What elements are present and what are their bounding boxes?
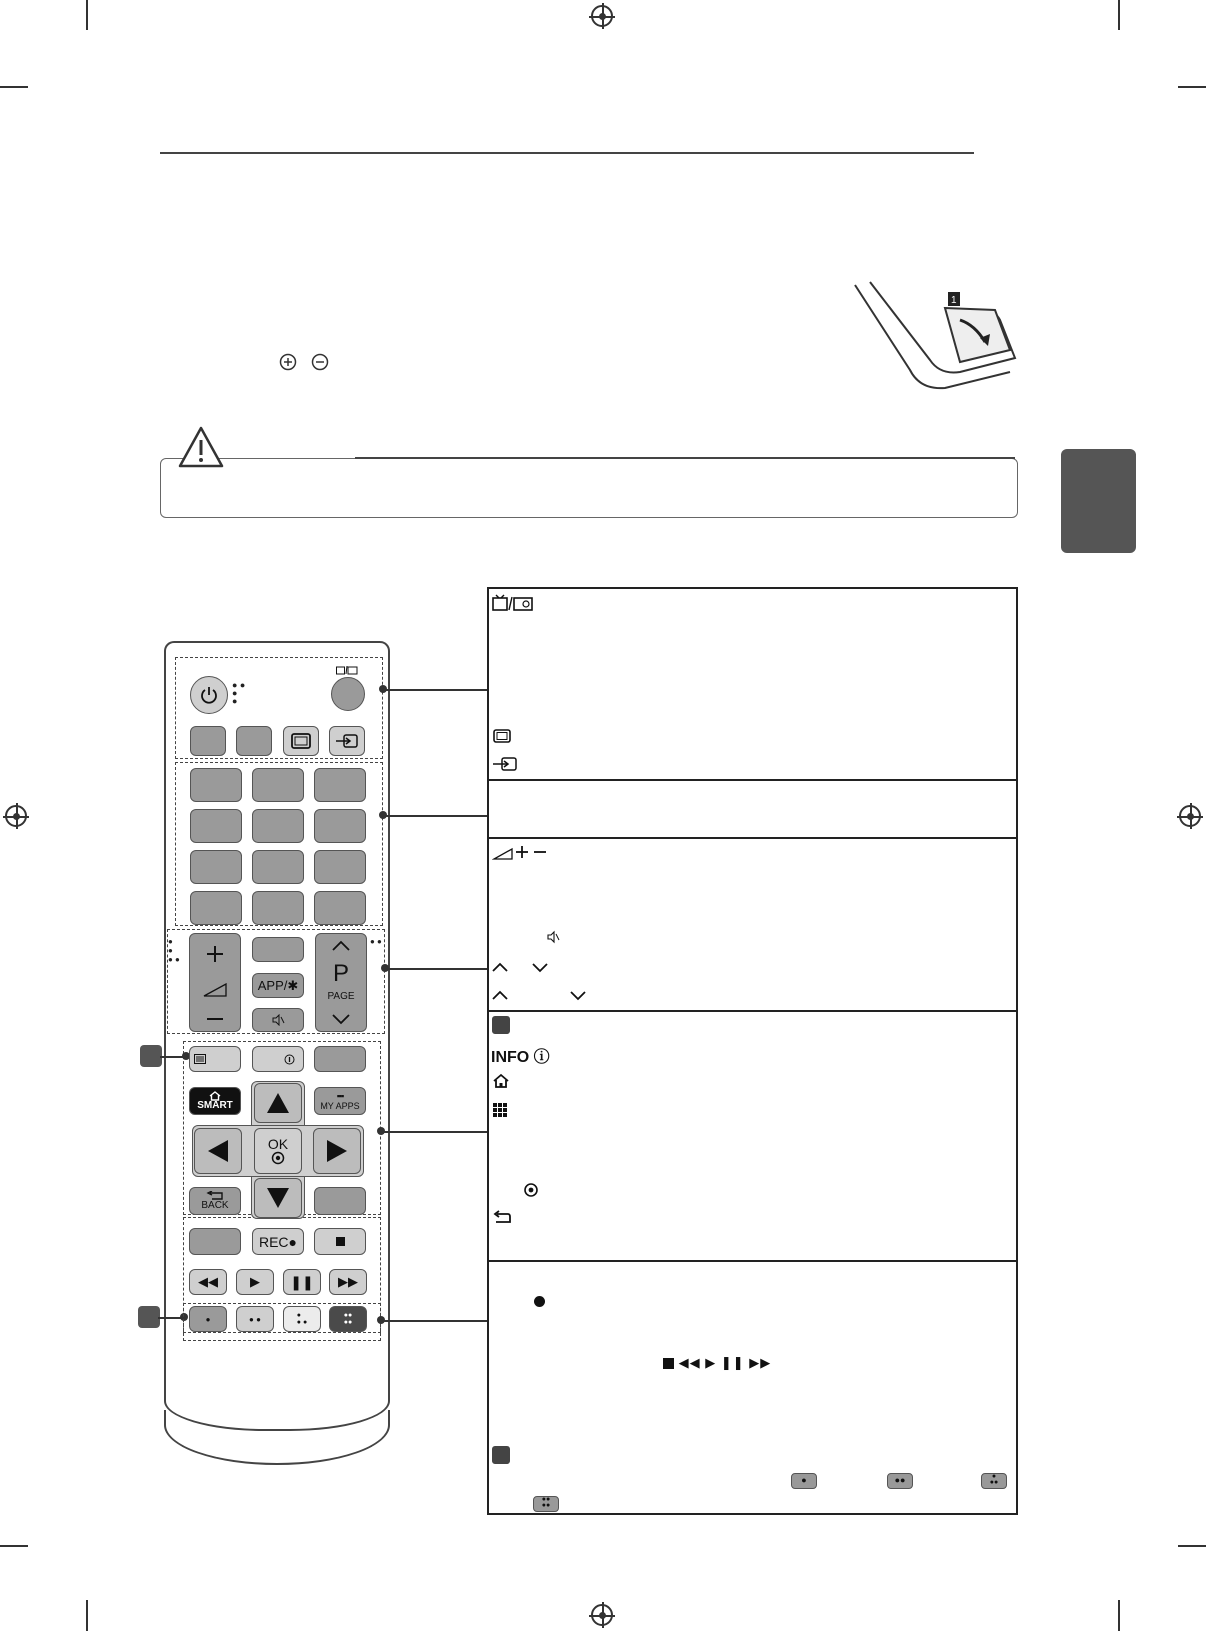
volume-rocker[interactable] xyxy=(189,933,241,1032)
panel-separator xyxy=(487,1260,1018,1262)
ratio-icon xyxy=(492,728,512,744)
volume-up-icon xyxy=(205,944,225,964)
pause-icon: ❚❚ xyxy=(720,1355,745,1370)
function-button[interactable] xyxy=(314,1187,366,1215)
power-icon xyxy=(200,686,218,704)
language-tab xyxy=(1061,449,1136,553)
arrow-up-icon xyxy=(267,1093,289,1113)
page-rocker[interactable] xyxy=(315,933,367,1032)
down-button[interactable] xyxy=(254,1178,302,1218)
info-icon: ⓘ xyxy=(533,1049,550,1066)
home-icon xyxy=(492,1073,510,1089)
crop-mark xyxy=(1118,0,1120,30)
tv-radio-icon xyxy=(336,665,358,675)
playback-icons-row xyxy=(663,1355,771,1371)
tv-radio-icon xyxy=(492,594,534,612)
number-button[interactable] xyxy=(190,891,242,925)
number-button[interactable] xyxy=(252,850,304,884)
function-button[interactable] xyxy=(252,937,304,962)
indicator-dots: ● ● ● ● xyxy=(168,937,180,964)
red-button-icon: ● xyxy=(791,1473,817,1489)
battery-cover-illustration xyxy=(850,280,1020,400)
info-icon xyxy=(284,1054,295,1065)
number-button[interactable] xyxy=(314,850,366,884)
chevron-down-icon xyxy=(531,961,549,973)
play-icon: ▶ xyxy=(705,1355,717,1370)
registration-mark-icon xyxy=(591,5,613,27)
apps-grid-icon: ▪▪▪ xyxy=(336,1091,344,1101)
chevron-up-icon xyxy=(491,989,509,1001)
function-button-2[interactable] xyxy=(236,726,272,756)
battery-polarity-icons xyxy=(278,352,332,372)
fast-forward-button[interactable] xyxy=(329,1269,367,1295)
crop-mark xyxy=(0,86,28,88)
input-icon xyxy=(335,733,359,749)
arrow-down-icon xyxy=(267,1188,289,1208)
number-button[interactable] xyxy=(314,809,366,843)
crop-mark xyxy=(0,1545,28,1547)
remote-bottom-curve xyxy=(164,1410,390,1465)
stop-button[interactable] xyxy=(314,1228,366,1255)
volume-down-icon xyxy=(205,1016,225,1022)
ratio-button[interactable] xyxy=(283,726,319,756)
input-icon xyxy=(492,756,518,772)
play-icon: ▶ xyxy=(250,1274,260,1289)
chevron-down-icon xyxy=(569,989,587,1001)
pause-button[interactable] xyxy=(283,1269,321,1295)
panel-separator xyxy=(487,837,1018,839)
indicator-dots: ● ● ● ● xyxy=(232,680,246,706)
record-dot-icon xyxy=(534,1296,545,1307)
pause-icon: ❚❚ xyxy=(290,1273,314,1290)
label-a-marker xyxy=(140,1045,162,1067)
number-button[interactable] xyxy=(314,768,366,802)
mute-icon xyxy=(546,930,560,944)
stop-icon xyxy=(663,1358,674,1369)
crop-mark xyxy=(1178,86,1206,88)
text-button[interactable] xyxy=(189,1046,241,1072)
blue-button-icon: ●● ●● xyxy=(533,1496,559,1512)
caution-rule xyxy=(355,457,1015,459)
ok-wheel-icon xyxy=(271,1151,285,1165)
teletext-icon xyxy=(194,1054,206,1064)
callout-line xyxy=(384,1320,487,1322)
function-button[interactable] xyxy=(314,1046,366,1072)
smart-label: SMART xyxy=(197,1100,233,1111)
callout-line xyxy=(386,815,487,817)
crop-mark xyxy=(1178,1545,1206,1547)
label-b-marker xyxy=(138,1306,160,1328)
fast-forward-icon: ▶▶ xyxy=(338,1274,358,1289)
panel-separator xyxy=(487,779,1018,781)
red-dot-icon: ● xyxy=(205,1314,211,1324)
svg-text:1: 1 xyxy=(951,295,957,306)
info-row xyxy=(491,1044,550,1067)
callout-line xyxy=(384,1131,487,1133)
number-button[interactable] xyxy=(252,891,304,925)
red-button[interactable] xyxy=(189,1306,227,1332)
back-icon xyxy=(492,1210,512,1226)
app-button[interactable]: APP/✱ xyxy=(252,973,304,998)
green-button-icon: ●● xyxy=(887,1473,913,1489)
left-button[interactable] xyxy=(194,1128,242,1174)
page-label: PAGE xyxy=(327,990,355,1002)
ok-label: OK xyxy=(267,1136,289,1152)
panel-separator xyxy=(487,1010,1018,1012)
green-button[interactable] xyxy=(236,1306,274,1332)
right-button[interactable] xyxy=(313,1128,361,1174)
registration-mark-icon xyxy=(1179,805,1201,827)
number-button[interactable] xyxy=(190,850,242,884)
back-label: BACK xyxy=(201,1200,229,1211)
rewind-icon: ◀◀ xyxy=(678,1355,701,1370)
warning-icon xyxy=(177,425,225,469)
label-a-marker xyxy=(492,1016,510,1034)
arrow-left-icon xyxy=(208,1140,228,1162)
tv-radio-button[interactable] xyxy=(331,677,365,711)
number-button[interactable] xyxy=(190,768,242,802)
indicator-dots: ● ● xyxy=(370,937,382,946)
yellow-button[interactable] xyxy=(283,1306,321,1332)
number-button[interactable] xyxy=(252,809,304,843)
blue-dots-icon: ●● ●● xyxy=(343,1312,353,1326)
mute-icon xyxy=(271,1014,285,1026)
yellow-dots-icon: ● ● ● xyxy=(296,1312,308,1326)
info-button[interactable] xyxy=(252,1046,304,1072)
play-button[interactable] xyxy=(236,1269,274,1295)
chevron-up-icon xyxy=(491,961,509,973)
fast-forward-icon: ▶▶ xyxy=(749,1355,772,1370)
record-dot-icon: ● xyxy=(288,1233,298,1250)
rewind-button[interactable] xyxy=(189,1269,227,1295)
back-button[interactable] xyxy=(189,1187,241,1215)
arrow-right-icon xyxy=(327,1140,347,1162)
label-b-marker xyxy=(492,1446,510,1464)
function-button-1[interactable] xyxy=(190,726,226,756)
description-panel xyxy=(487,587,1018,1515)
chevron-down-icon xyxy=(331,1013,351,1025)
number-button[interactable] xyxy=(314,891,366,925)
crop-mark xyxy=(86,0,88,30)
up-button[interactable] xyxy=(254,1083,302,1123)
registration-mark-icon xyxy=(5,805,27,827)
function-button[interactable] xyxy=(189,1228,241,1255)
ok-wheel-icon xyxy=(523,1182,539,1198)
ok-button[interactable] xyxy=(254,1128,302,1174)
apps-grid-icon xyxy=(492,1102,508,1118)
green-dots-icon: ● ● xyxy=(249,1314,261,1324)
header-rule xyxy=(160,152,974,154)
number-button[interactable] xyxy=(190,809,242,843)
volume-plus-minus-icon xyxy=(492,843,552,861)
mute-button[interactable] xyxy=(252,1008,304,1032)
chevron-up-icon xyxy=(331,940,351,952)
callout-line xyxy=(388,968,487,970)
crop-mark xyxy=(86,1600,88,1631)
caution-box xyxy=(160,458,1018,518)
info-label: INFO xyxy=(491,1049,530,1066)
ratio-icon xyxy=(290,732,312,750)
callout-line xyxy=(386,689,487,691)
rec-button[interactable] xyxy=(252,1228,304,1255)
myapps-label: MY APPS xyxy=(320,1101,360,1111)
myapps-button[interactable] xyxy=(314,1087,366,1115)
power-button[interactable] xyxy=(190,676,228,714)
page-p-label: P xyxy=(332,960,349,988)
rec-label: REC xyxy=(258,1233,289,1250)
number-button[interactable] xyxy=(252,768,304,802)
stop-icon xyxy=(336,1237,345,1246)
smart-button[interactable] xyxy=(189,1087,241,1115)
registration-mark-icon xyxy=(591,1604,613,1626)
rewind-icon: ◀◀ xyxy=(198,1274,218,1289)
yellow-button-icon: ● ●● xyxy=(981,1473,1007,1489)
blue-button[interactable] xyxy=(329,1306,367,1332)
input-button[interactable] xyxy=(329,726,365,756)
crop-mark xyxy=(1118,1600,1120,1631)
volume-icon xyxy=(203,983,227,997)
